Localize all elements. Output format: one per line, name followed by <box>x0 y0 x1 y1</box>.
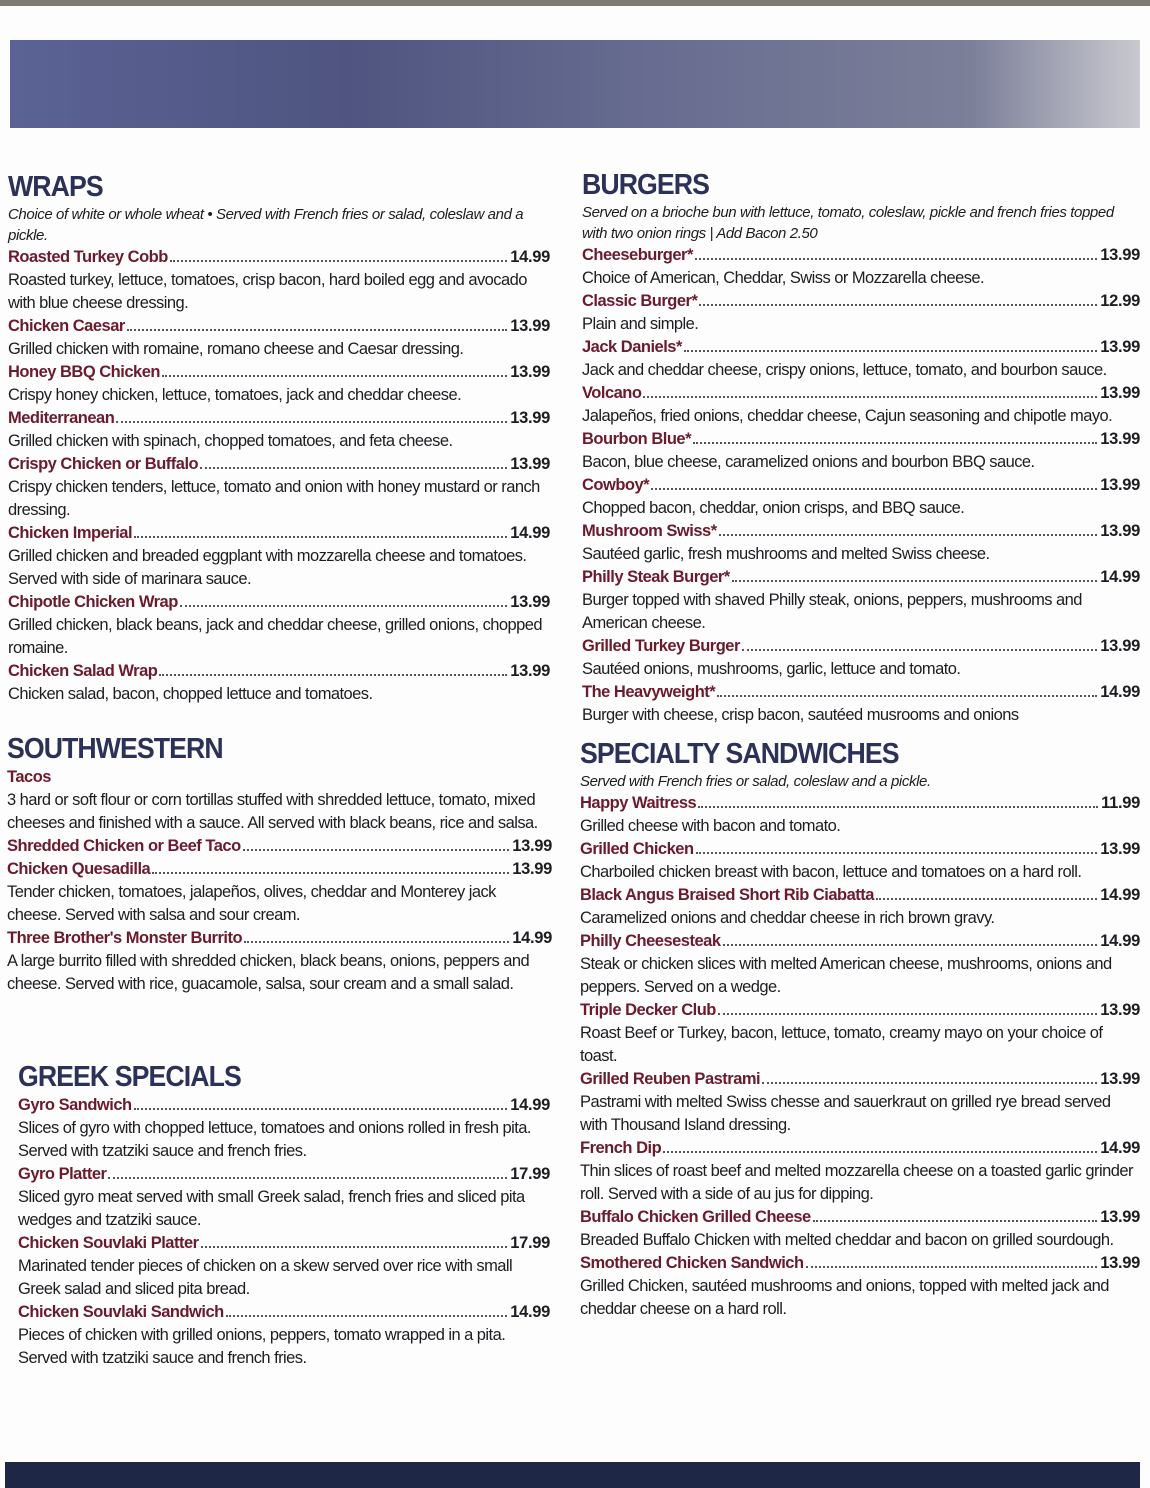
item-price: 13.99 <box>510 317 550 335</box>
item-price: 14.99 <box>1100 932 1140 950</box>
item-price: 14.99 <box>512 929 552 947</box>
dot-leader <box>127 328 507 331</box>
item-description: Grilled cheese with bacon and tomato. <box>580 817 841 835</box>
menu-item <box>580 1137 1140 1160</box>
item-name: Philly Steak Burger* <box>582 568 730 586</box>
item-name: Chicken Caesar <box>8 317 125 335</box>
dot-leader <box>693 441 1097 444</box>
item-name: Three Brother's Monster Burrito <box>7 929 243 947</box>
item-name: Grilled Turkey Burger <box>582 637 740 655</box>
dot-leader <box>876 897 1097 900</box>
item-name: Happy Waitress <box>580 794 697 812</box>
item-description: Marinated tender pieces of chicken on a skew served over rice with small Greek salad and sliced pita bread. <box>18 1257 513 1298</box>
menu-item <box>582 428 1140 451</box>
item-description: A large burrito filled with shredded chicken, black beans, onions, peppers and cheese. Served with rice, guacamole, salsa, sour cream and a small salad. <box>7 952 530 993</box>
item-description: Grilled chicken with romaine, romano cheese and Caesar dressing. <box>8 340 464 358</box>
item-name: Volcano <box>582 384 642 402</box>
item-price: 12.99 <box>1100 292 1140 310</box>
dot-leader <box>108 1176 507 1179</box>
dot-leader <box>162 374 507 377</box>
item-description: Breaded Buffalo Chicken with melted cheddar and bacon on grilled sourdough. <box>580 1231 1114 1249</box>
item-price: 13.99 <box>510 662 550 680</box>
item-description: Grilled Chicken, sautéed mushrooms and onions, topped with melted jack and cheddar cheese on a hard roll. <box>580 1277 1109 1318</box>
item-name: Classic Burger* <box>582 292 698 310</box>
item-name: Chicken Imperial <box>8 524 133 542</box>
item-description: Charboiled chicken breast with bacon, lettuce and tomatoes on a hard roll. <box>580 863 1082 881</box>
item-name: Buffalo Chicken Grilled Cheese <box>580 1208 811 1226</box>
item-price: 13.99 <box>1100 476 1140 494</box>
item-description: Burger with cheese, crisp bacon, sautéed musrooms and onions <box>582 706 1019 724</box>
dot-leader <box>723 943 1098 946</box>
dot-leader <box>717 694 1097 697</box>
menu-item <box>8 591 550 614</box>
dot-leader <box>200 466 507 469</box>
menu-item <box>582 566 1140 589</box>
section-title: BURGERS <box>582 169 709 201</box>
photo-top-edge <box>0 0 1150 6</box>
menu-item <box>7 927 552 950</box>
item-description: Jack and cheddar cheese, crispy onions, lettuce, tomato, and bourbon sauce. <box>582 361 1107 379</box>
dot-leader <box>643 395 1097 398</box>
item-description: Sautéed garlic, fresh mushrooms and melted Swiss cheese. <box>582 545 990 563</box>
item-price: 13.99 <box>510 455 550 473</box>
dot-leader <box>116 420 507 423</box>
item-description: Chopped bacon, cheddar, onion crisps, and BBQ sauce. <box>582 499 965 517</box>
item-price: 13.99 <box>1100 1001 1140 1019</box>
item-description: Caramelized onions and cheddar cheese in rich brown gravy. <box>580 909 995 927</box>
item-name: Gyro Platter <box>18 1165 107 1183</box>
section-title: SOUTHWESTERN <box>7 733 223 765</box>
menu-item <box>582 336 1140 359</box>
dot-leader <box>159 673 507 676</box>
item-description: Sautéed onions, mushrooms, garlic, lettuce and tomato. <box>582 660 961 678</box>
item-name: Chicken Salad Wrap <box>8 662 158 680</box>
section-southwestern <box>7 732 552 996</box>
item-description: Roasted turkey, lettuce, tomatoes, crisp bacon, hard boiled egg and avocado with blue cheese dressing. <box>8 271 527 312</box>
item-description: Grilled chicken with spinach, chopped tomatoes, and feta cheese. <box>8 432 453 450</box>
menu-item <box>8 660 550 683</box>
menu-item <box>8 246 550 269</box>
menu-item <box>18 1232 550 1255</box>
dot-leader <box>684 349 1097 352</box>
item-price: 14.99 <box>510 1303 550 1321</box>
item-description: Pastrami with melted Swiss chesse and sauerkraut on grilled rye bread served with Thousand Island dressing. <box>580 1093 1111 1134</box>
item-price: 14.99 <box>510 1096 550 1114</box>
item-description: Tender chicken, tomatoes, jalapeños, olives, cheddar and Monterey jack cheese. Served with salsa and sour cream. <box>7 883 496 924</box>
menu-item <box>580 930 1140 953</box>
item-description: Slices of gyro with chopped lettuce, tomatoes and onions rolled in fresh pita. Served with tzatziki sauce and french fries. <box>18 1119 531 1160</box>
item-price: 13.99 <box>1100 637 1140 655</box>
item-name: Chicken Souvlaki Platter <box>18 1234 199 1252</box>
item-name: Smothered Chicken Sandwich <box>580 1254 804 1272</box>
menu-item <box>582 244 1140 267</box>
dot-leader <box>732 579 1097 582</box>
item-price: 14.99 <box>1100 886 1140 904</box>
item-price: 14.99 <box>1100 1139 1140 1157</box>
item-description: Grilled chicken and breaded eggplant with mozzarella cheese and tomatoes. Served with side of marinara sauce. <box>8 547 527 588</box>
item-name: Shredded Chicken or Beef Taco <box>7 837 241 855</box>
menu-item <box>8 315 550 338</box>
item-price: 17.99 <box>510 1165 550 1183</box>
item-name: Grilled Reuben Pastrami <box>580 1070 761 1088</box>
item-name: Chipotle Chicken Wrap <box>8 593 178 611</box>
menu-item <box>580 1252 1140 1275</box>
menu-item <box>8 407 550 430</box>
dot-leader <box>813 1219 1097 1222</box>
dot-leader <box>226 1314 507 1317</box>
menu-item <box>580 838 1140 861</box>
dot-leader <box>170 259 507 262</box>
item-price: 13.99 <box>1100 338 1140 356</box>
section-wraps <box>8 170 550 706</box>
item-name: Philly Cheesesteak <box>580 932 721 950</box>
item-price: 17.99 <box>510 1234 550 1252</box>
item-price: 13.99 <box>1100 1208 1140 1226</box>
item-description: Steak or chicken slices with melted American cheese, mushrooms, onions and peppers. Served on a wedge. <box>580 955 1112 996</box>
item-name: Mediterranean <box>8 409 115 427</box>
section-note: Choice of white or whole wheat • Served with French fries or salad, coleslaw and a pickle. <box>8 206 524 244</box>
menu-header-banner <box>10 40 1140 128</box>
menu-item <box>18 1301 550 1324</box>
item-price: 13.99 <box>1100 1070 1140 1088</box>
item-description: Choice of American, Cheddar, Swiss or Mozzarella cheese. <box>582 269 985 287</box>
dot-leader <box>180 604 507 607</box>
item-price: 13.99 <box>1100 1254 1140 1272</box>
item-name: Grilled Chicken <box>580 840 694 858</box>
section-description: 3 hard or soft flour or corn tortillas stuffed with shredded lettuce, tomato, mixed cheeses and finished with a sauce. All served with black beans, rice and salsa. <box>7 791 538 832</box>
item-description: Roast Beef or Turkey, bacon, lettuce, tomato, creamy mayo on your choice of toast. <box>580 1024 1103 1065</box>
item-price: 13.99 <box>510 363 550 381</box>
menu-item <box>580 884 1140 907</box>
item-name: Jack Daniels* <box>582 338 682 356</box>
item-description: Jalapeños, fried onions, cheddar cheese, Cajun seasoning and chipotle mayo. <box>582 407 1113 425</box>
menu-item <box>7 858 552 881</box>
item-name: Roasted Turkey Cobb <box>8 248 168 266</box>
section-note: Served on a brioche bun with lettuce, tomato, coleslaw, pickle and french fries topped with two onion rings | Add Bacon 2.50 <box>582 204 1114 242</box>
menu-item <box>582 635 1140 658</box>
item-name: Cowboy* <box>582 476 650 494</box>
dot-leader <box>695 257 1097 260</box>
item-name: Cheeseburger* <box>582 246 693 264</box>
dot-leader <box>742 648 1097 651</box>
item-description: Pieces of chicken with grilled onions, peppers, tomato wrapped in a pita. Served with tzatziki sauce and french fries. <box>18 1326 506 1367</box>
menu-item <box>580 792 1140 815</box>
menu-item <box>8 361 550 384</box>
dot-leader <box>696 851 1098 854</box>
item-price: 13.99 <box>1100 246 1140 264</box>
item-price: 13.99 <box>510 593 550 611</box>
item-description: Crispy chicken tenders, lettuce, tomato and onion with honey mustard or ranch dressing. <box>8 478 540 519</box>
item-name: Crispy Chicken or Buffalo <box>8 455 199 473</box>
dot-leader <box>134 1107 508 1110</box>
section-greek-specials <box>18 1060 550 1370</box>
dot-leader <box>719 533 1098 536</box>
dot-leader <box>698 805 1098 808</box>
dot-leader <box>806 1265 1098 1268</box>
dot-leader <box>663 1150 1097 1153</box>
dot-leader <box>244 940 509 943</box>
item-description: Chicken salad, bacon, chopped lettuce and tomatoes. <box>8 685 373 703</box>
item-description: Plain and simple. <box>582 315 699 333</box>
item-name: Honey BBQ Chicken <box>8 363 160 381</box>
menu-item <box>582 520 1140 543</box>
item-price: 13.99 <box>1100 430 1140 448</box>
item-price: 13.99 <box>1100 840 1140 858</box>
section-subheading: Tacos <box>7 768 51 786</box>
menu-item <box>582 474 1140 497</box>
item-price: 14.99 <box>510 524 550 542</box>
item-price: 11.99 <box>1101 794 1140 812</box>
menu-item <box>580 1068 1140 1091</box>
section-title: GREEK SPECIALS <box>18 1061 241 1093</box>
dot-leader <box>134 535 507 538</box>
item-description: Sliced gyro meat served with small Greek salad, french fries and sliced pita wedges and tzatziki sauce. <box>18 1188 525 1229</box>
item-price: 13.99 <box>512 837 552 855</box>
section-title: WRAPS <box>8 171 103 203</box>
item-description: Crispy honey chicken, lettuce, tomatoes, jack and cheddar cheese. <box>8 386 462 404</box>
item-name: Triple Decker Club <box>580 1001 716 1019</box>
menu-item <box>8 522 550 545</box>
item-description: Grilled chicken, black beans, jack and cheddar cheese, grilled onions, chopped romaine. <box>8 616 543 657</box>
dot-leader <box>201 1245 508 1248</box>
item-price: 13.99 <box>510 409 550 427</box>
item-name: Gyro Sandwich <box>18 1096 132 1114</box>
item-price: 14.99 <box>510 248 550 266</box>
menu-item <box>580 999 1140 1022</box>
item-name: Chicken Souvlaki Sandwich <box>18 1303 224 1321</box>
dot-leader <box>718 1012 1097 1015</box>
item-name: Bourbon Blue* <box>582 430 691 448</box>
item-description: Burger topped with shaved Philly steak, onions, peppers, mushrooms and American cheese. <box>582 591 1082 632</box>
item-price: 13.99 <box>1100 522 1140 540</box>
dot-leader <box>651 487 1097 490</box>
dot-leader <box>243 848 510 851</box>
item-name: Black Angus Braised Short Rib Ciabatta <box>580 886 874 904</box>
menu-item <box>8 453 550 476</box>
menu-item <box>18 1094 550 1117</box>
section-note: Served with French fries or salad, coleslaw and a pickle. <box>580 773 931 790</box>
item-name: French Dip <box>580 1139 662 1157</box>
section-title: SPECIALTY SANDWICHES <box>580 738 899 770</box>
dot-leader <box>699 303 1097 306</box>
menu-item <box>7 835 552 858</box>
menu-item <box>582 290 1140 313</box>
item-price: 14.99 <box>1100 568 1140 586</box>
item-name: The Heavyweight* <box>582 683 716 701</box>
dot-leader <box>762 1081 1097 1084</box>
item-description: Thin slices of roast beef and melted mozzarella cheese on a toasted garlic grinder roll. Served with a side of au jus for dipping. <box>580 1162 1133 1203</box>
item-price: 14.99 <box>1100 683 1140 701</box>
dot-leader <box>152 871 509 874</box>
item-description: Bacon, blue cheese, caramelized onions and bourbon BBQ sauce. <box>582 453 1035 471</box>
item-name: Mushroom Swiss* <box>582 522 717 540</box>
menu-item <box>580 1206 1140 1229</box>
item-price: 13.99 <box>1100 384 1140 402</box>
item-name: Chicken Quesadilla <box>7 860 151 878</box>
item-price: 13.99 <box>512 860 552 878</box>
section-specialty-sandwiches <box>580 737 1140 1321</box>
menu-item <box>582 681 1140 704</box>
menu-item <box>582 382 1140 405</box>
menu-item <box>18 1163 550 1186</box>
section-burgers <box>582 168 1140 727</box>
menu-footer-bar <box>5 1462 1140 1488</box>
